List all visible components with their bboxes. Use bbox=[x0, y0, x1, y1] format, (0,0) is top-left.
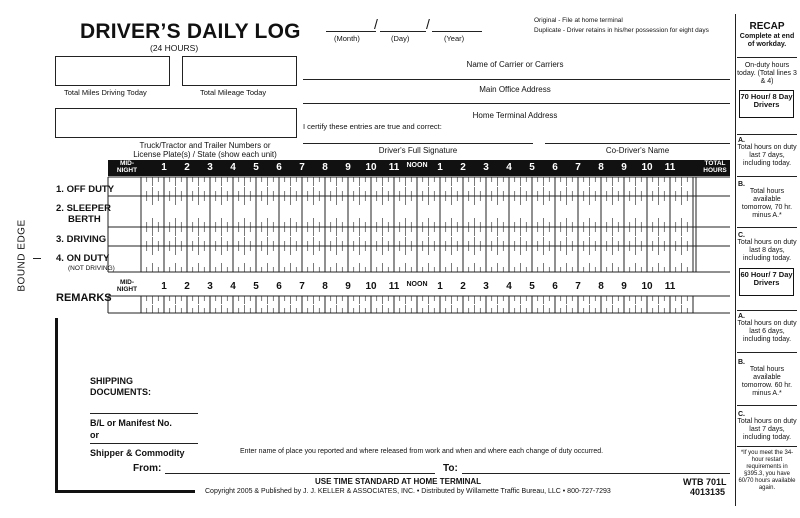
hour-label: 4 bbox=[230, 281, 236, 292]
bound-edge-label: BOUND EDGE bbox=[16, 219, 28, 292]
row-num: 4. bbox=[56, 253, 64, 264]
original-note: Original - File at home terminal bbox=[534, 17, 623, 24]
recap-a-text: Total hours on duty last 7 days, including today. bbox=[737, 144, 797, 167]
hour-label: 8 bbox=[322, 281, 328, 292]
signature-label: Driver's Full Signature bbox=[378, 146, 458, 155]
recap-b2-text: Total hours available tomorrow. 60 hr. minus A.* bbox=[741, 366, 793, 397]
row-label-driving bbox=[56, 234, 106, 245]
certify-statement: I certify these entries are true and correct: bbox=[303, 122, 442, 131]
hour-label: 9 bbox=[621, 162, 627, 173]
hour-label: 8 bbox=[598, 162, 604, 173]
row-num: 1. bbox=[56, 184, 64, 195]
total-hours-label-top: TOTAL bbox=[704, 160, 726, 167]
copyright-text: Copyright 2005 & Published by J. J. KELLER & ASSOCIATES, INC. • Distributed by Willamette Traffic Bureau, LLC • 800-727-7293 bbox=[205, 488, 611, 495]
recap-line bbox=[737, 57, 797, 58]
hour-label: 9 bbox=[345, 162, 351, 173]
hour-label: 7 bbox=[575, 281, 581, 292]
date-slash: / bbox=[426, 16, 430, 32]
hour-label: 3 bbox=[207, 162, 213, 173]
main-office-label: Main Office Address bbox=[479, 85, 551, 94]
shipping-heading-2: DOCUMENTS: bbox=[90, 387, 151, 397]
recap-b2-label: B. bbox=[738, 359, 745, 366]
hour-label: 2 bbox=[460, 281, 466, 292]
hour-label: 8 bbox=[322, 162, 328, 173]
hour-label: 3 bbox=[483, 281, 489, 292]
recap-c-label: C. bbox=[738, 232, 745, 239]
row-name: ON DUTY bbox=[66, 253, 110, 264]
recap-a2-label: A. bbox=[738, 313, 745, 320]
row-name: OFF DUTY bbox=[66, 184, 115, 195]
recap-b-label: B. bbox=[738, 181, 745, 188]
form-number: WTB 701L bbox=[683, 477, 727, 487]
hour-label: 6 bbox=[276, 162, 282, 173]
midnight-label-top: MID- bbox=[119, 279, 135, 286]
remarks-label: REMARKS bbox=[56, 292, 112, 304]
from-line[interactable] bbox=[165, 473, 435, 474]
hour-label: 2 bbox=[460, 162, 466, 173]
recap-line bbox=[737, 310, 797, 311]
recap-c-text: Total hours on duty last 8 days, including today. bbox=[737, 239, 797, 262]
hour-label: 11 bbox=[388, 162, 400, 173]
carrier-label: Name of Carrier or Carriers bbox=[466, 60, 564, 69]
noon-label: NOON bbox=[406, 162, 428, 169]
recap-title: RECAP bbox=[749, 21, 785, 32]
hour-label: 5 bbox=[253, 281, 259, 292]
year-label: (Year) bbox=[444, 34, 465, 43]
midnight-label-bottom: NIGHT bbox=[116, 286, 138, 293]
recap-b-text: Total hours available tomorrow, 70 hr. minus A.* bbox=[741, 188, 793, 219]
recap-line bbox=[737, 176, 797, 177]
date-slash: / bbox=[374, 16, 378, 32]
recap-divider bbox=[735, 14, 736, 506]
to-label: To: bbox=[443, 463, 458, 474]
recap-line bbox=[737, 227, 797, 228]
recap-footnote: *If you meet the 34-hour restart requirements in §395.3, you have 60/70 hours available again. bbox=[738, 450, 796, 491]
row-label-sleeper bbox=[56, 203, 111, 225]
instructions-text: Enter name of place you reported and where released from work and when and where each change of duty occurred. bbox=[240, 448, 604, 455]
row-name-2: BERTH bbox=[68, 214, 101, 225]
truck-label-line1: Truck/Tractor and Trailer Numbers or bbox=[139, 141, 271, 150]
hour-label: 7 bbox=[575, 162, 581, 173]
form-number-2: 4013135 bbox=[690, 487, 726, 497]
hour-label: 2 bbox=[184, 281, 190, 292]
bl-line[interactable] bbox=[90, 413, 198, 414]
from-label: From: bbox=[133, 463, 162, 474]
hour-label: 3 bbox=[207, 281, 213, 292]
total-miles-label: Total Miles Driving Today bbox=[64, 88, 147, 97]
hour-label: 1 bbox=[437, 162, 443, 173]
remarks-bracket-vertical bbox=[55, 318, 58, 492]
hour-label: 10 bbox=[365, 281, 377, 292]
hour-label: 10 bbox=[641, 281, 653, 292]
month-label: (Month) bbox=[334, 34, 360, 43]
midnight-label-top: MID- bbox=[119, 160, 135, 167]
hour-label: 5 bbox=[529, 281, 535, 292]
recap-c2-text: Total hours on duty last 7 days, including today. bbox=[737, 418, 797, 441]
recap-line bbox=[737, 134, 797, 135]
hour-label: 4 bbox=[506, 281, 512, 292]
hour-label: 8 bbox=[598, 281, 604, 292]
row-label-on-duty bbox=[56, 253, 109, 264]
recap-box-60: 60 Hour/ 7 Day Drivers bbox=[739, 268, 794, 296]
recap-a2-text: Total hours on duty last 6 days, including today. bbox=[737, 320, 797, 343]
hour-label: 1 bbox=[161, 281, 167, 292]
to-line[interactable] bbox=[462, 473, 730, 474]
hour-label: 6 bbox=[276, 281, 282, 292]
co-driver-label: Co-Driver's Name bbox=[605, 146, 670, 155]
time-standard-note: USE TIME STANDARD AT HOME TERMINAL bbox=[315, 477, 482, 486]
hour-label: 4 bbox=[506, 162, 512, 173]
hour-label: 11 bbox=[664, 281, 676, 292]
row-sub-not-driving: (NOT DRIVING) bbox=[68, 265, 115, 272]
total-mileage-label: Total Mileage Today bbox=[200, 88, 267, 97]
subtitle-24-hours: (24 HOURS) bbox=[150, 43, 199, 53]
hour-label: 5 bbox=[253, 162, 259, 173]
noon-label: NOON bbox=[406, 281, 428, 288]
bl-label: B/L or Manifest No. bbox=[90, 418, 172, 428]
recap-a-label: A. bbox=[738, 137, 745, 144]
recap-line bbox=[737, 446, 797, 447]
midnight-label-bottom: NIGHT bbox=[116, 167, 138, 174]
row-num: 3. bbox=[56, 234, 64, 245]
total-hours-label-bottom: HOURS bbox=[703, 167, 727, 174]
row-label-off-duty bbox=[56, 184, 114, 195]
shipper-label: Shipper & Commodity bbox=[90, 448, 185, 458]
row-num: 2. bbox=[56, 203, 64, 214]
day-label: (Day) bbox=[391, 34, 410, 43]
hour-label: 5 bbox=[529, 162, 535, 173]
hour-label: 1 bbox=[161, 162, 167, 173]
remarks-bracket-horizontal bbox=[55, 490, 195, 493]
recap-line bbox=[737, 405, 797, 406]
hour-label: 10 bbox=[365, 162, 377, 173]
recap-on-duty-today: On-duty hours today. (Total lines 3 & 4) bbox=[737, 62, 797, 85]
hour-label: 7 bbox=[299, 281, 305, 292]
home-terminal-label: Home Terminal Address bbox=[472, 111, 558, 120]
hour-label: 6 bbox=[552, 162, 558, 173]
shipping-heading-1: SHIPPING bbox=[90, 376, 134, 386]
recap-box-70: 70 Hour/ 8 Day Drivers bbox=[739, 90, 794, 118]
hour-label: 2 bbox=[184, 162, 190, 173]
hour-label: 10 bbox=[641, 162, 653, 173]
truck-label-line2: License Plate(s) / State (show each unit) bbox=[133, 150, 277, 159]
recap-c2-label: C. bbox=[738, 411, 745, 418]
duplicate-note: Duplicate - Driver retains in his/her possession for eight days bbox=[534, 27, 709, 34]
row-name: DRIVING bbox=[66, 234, 107, 245]
bl-or-label: or bbox=[90, 430, 99, 440]
hour-label: 3 bbox=[483, 162, 489, 173]
row-name: SLEEPER bbox=[66, 203, 111, 214]
shipper-line[interactable] bbox=[90, 443, 198, 444]
hour-label: 4 bbox=[230, 162, 236, 173]
hour-label: 11 bbox=[388, 281, 400, 292]
hour-label: 11 bbox=[664, 162, 676, 173]
hour-label: 6 bbox=[552, 281, 558, 292]
hour-label: 1 bbox=[437, 281, 443, 292]
recap-sub: Complete at end of workday. bbox=[739, 33, 795, 48]
hour-label: 7 bbox=[299, 162, 305, 173]
page-title: DRIVER’S DAILY LOG bbox=[80, 20, 301, 43]
recap-line bbox=[737, 352, 797, 353]
hour-label: 9 bbox=[345, 281, 351, 292]
hour-label: 9 bbox=[621, 281, 627, 292]
